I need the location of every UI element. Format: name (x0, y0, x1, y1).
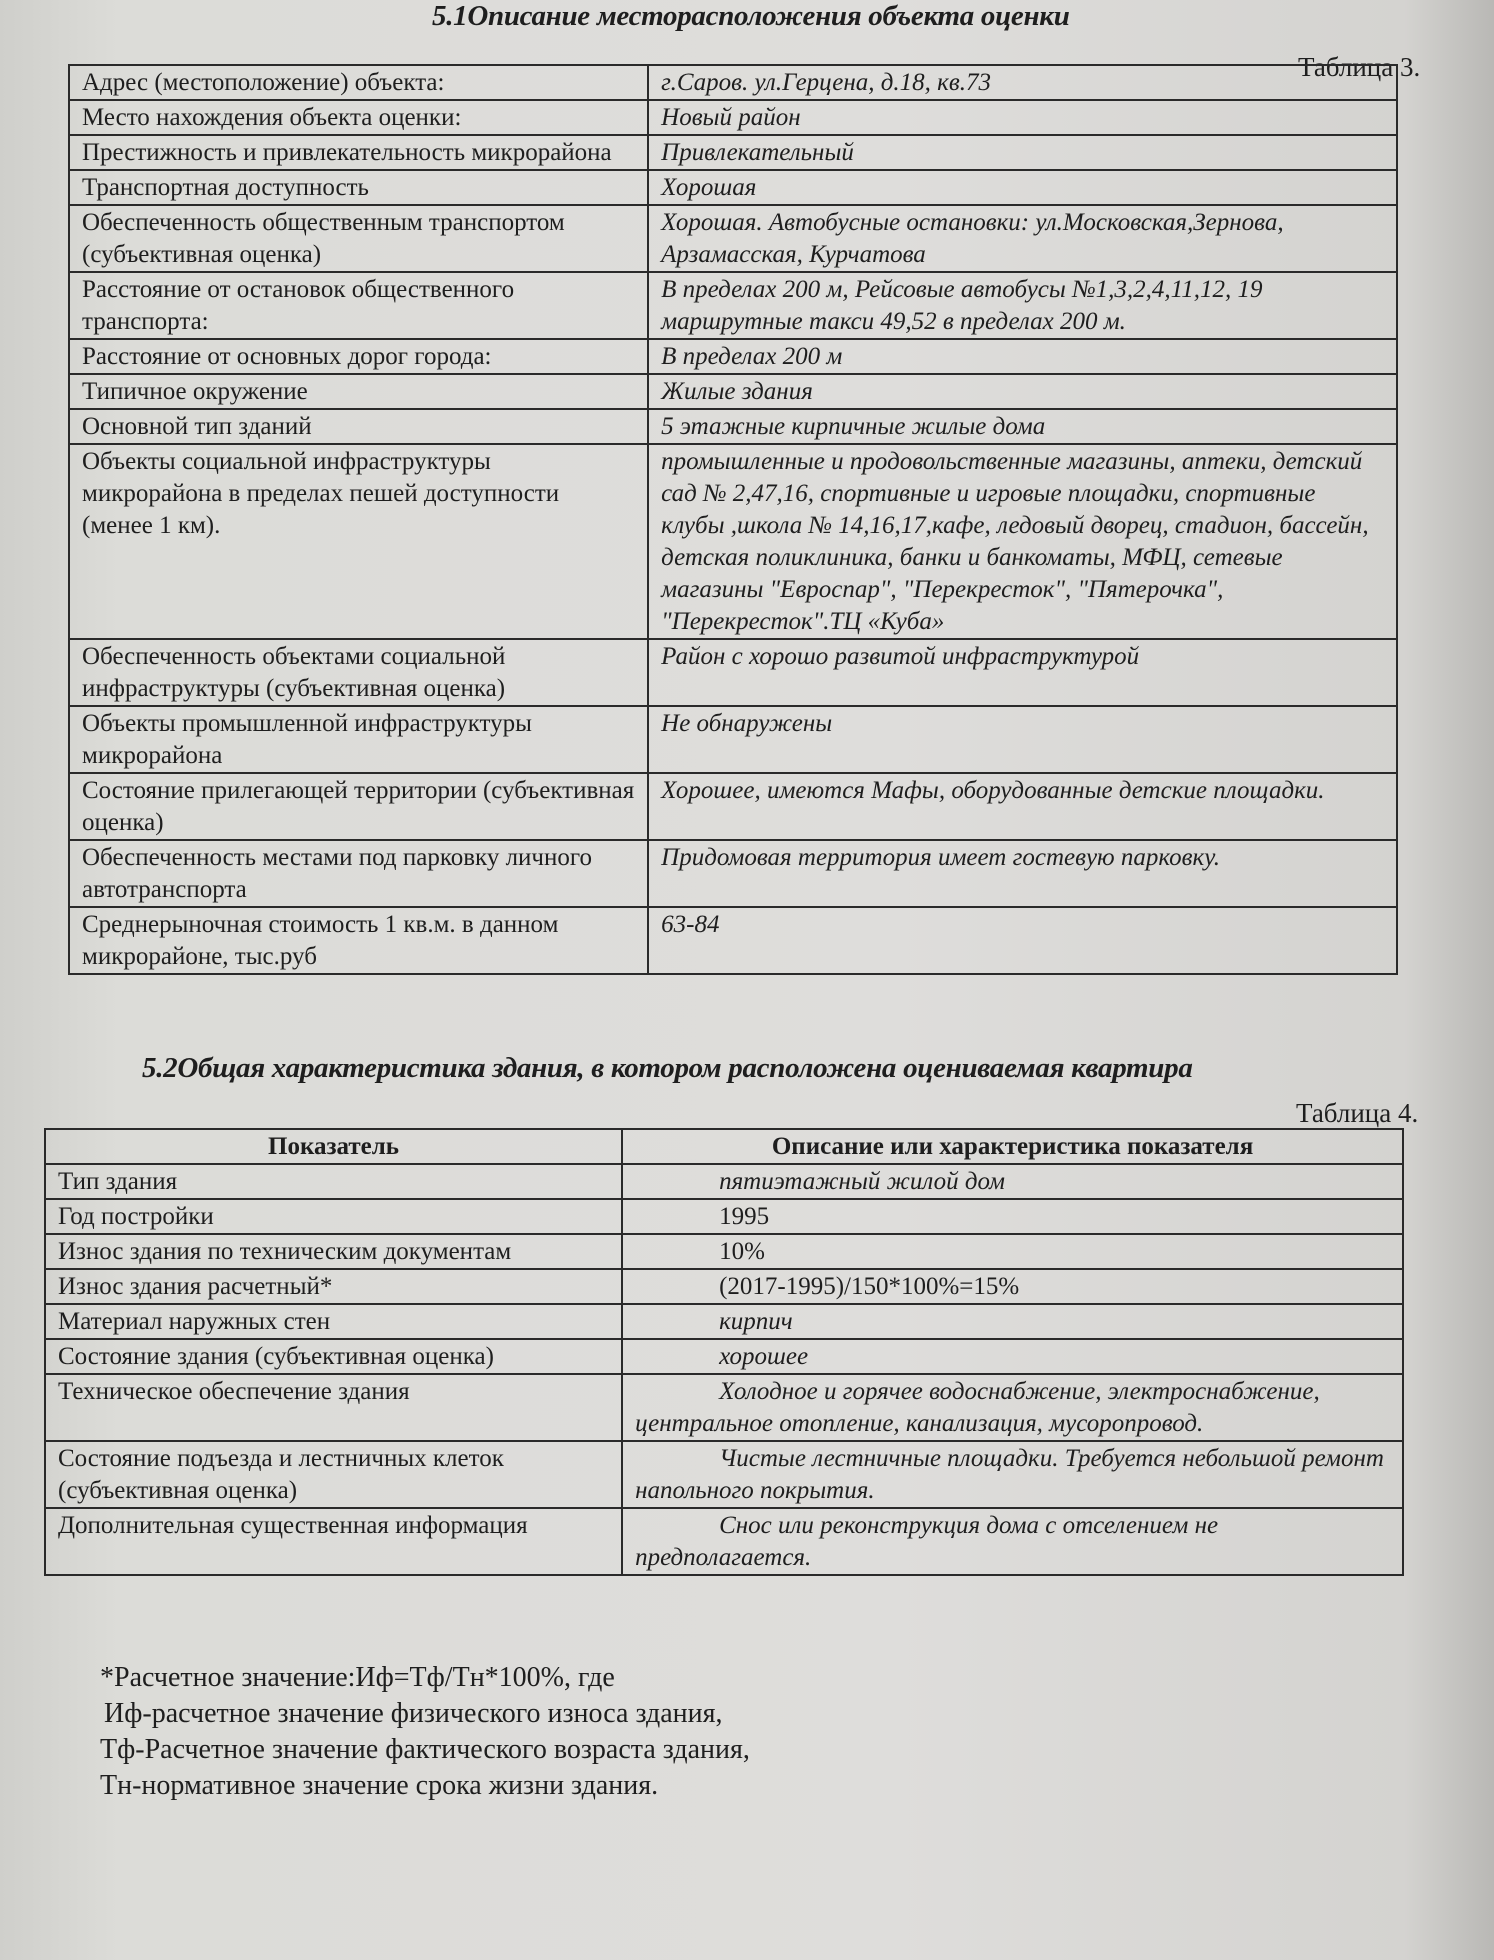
table-row (69, 205, 1397, 272)
row-value: 1995 (622, 1199, 1403, 1234)
row-value: Придомовая территория имеет гостевую парковку. (648, 840, 1397, 907)
row-value: 10% (622, 1234, 1403, 1269)
row-label: Место нахождения объекта оценки: (69, 100, 648, 135)
table-row (45, 1441, 1403, 1508)
row-label: Износ здания по техническим документам (45, 1234, 622, 1269)
footnote-line: Иф-расчетное значение физического износа здания, (104, 1698, 723, 1729)
building-table (44, 1128, 1404, 1576)
row-value: Хорошее, имеются Мафы, оборудованные детские площадки. (648, 773, 1397, 840)
row-value: кирпич (622, 1304, 1403, 1339)
row-label: Материал наружных стен (45, 1304, 622, 1339)
section-title-5-1: 5.1Описание месторасположения объекта оценки (432, 0, 1070, 32)
row-value: Не обнаружены (648, 706, 1397, 773)
row-value: Хорошая. Автобусные остановки: ул.Московская,Зернова, Арзамасская, Курчатова (648, 205, 1397, 272)
row-label: Износ здания расчетный* (45, 1269, 622, 1304)
row-value: Снос или реконструкция дома с отселением не предполагается. (622, 1508, 1403, 1575)
table-row (45, 1234, 1403, 1269)
table-row (45, 1304, 1403, 1339)
row-label: Техническое обеспечение здания (45, 1374, 622, 1441)
row-value: Хорошая (648, 170, 1397, 205)
table-row (69, 773, 1397, 840)
row-value: Привлекательный (648, 135, 1397, 170)
header-description: Описание или характеристика показателя (622, 1129, 1403, 1164)
row-label: Основной тип зданий (69, 409, 648, 444)
row-label: Дополнительная существенная информация (45, 1508, 622, 1575)
row-value: Холодное и горячее водоснабжение, электроснабжение, центральное отопление, канализация, мусоропровод. (622, 1374, 1403, 1441)
table-row (69, 100, 1397, 135)
row-value: промышленные и продовольственные магазины, аптеки, детский сад № 2,47,16, спортивные и игровые площадки, спортивные клубы ,школа № 14,16,17,кафе, ледовый дворец, стадион, бассейн, детская поликлиника, банки и банкоматы, МФЦ, сетевые магазины "Евроспар", "Перекресток", "Пятерочка", "Перекресток".ТЦ «Куба» (648, 444, 1397, 639)
table-row (69, 65, 1397, 100)
table-4-label: Таблица 4. (1296, 1098, 1419, 1128)
table-row (69, 907, 1397, 974)
table-row (69, 170, 1397, 205)
row-value: Район с хорошо развитой инфраструктурой (648, 639, 1397, 706)
row-label: Состояние здания (субъективная оценка) (45, 1339, 622, 1374)
table-row (69, 339, 1397, 374)
footnote-line: *Расчетное значение:Иф=Тф/Тн*100%, где (100, 1662, 615, 1693)
row-label: Транспортная доступность (69, 170, 648, 205)
footnote-line: Тф-Расчетное значение фактического возраста здания, (100, 1734, 750, 1765)
row-label: Адрес (местоположение) объекта: (69, 65, 648, 100)
table-row (69, 374, 1397, 409)
row-label: Тип здания (45, 1164, 622, 1199)
table-row (69, 444, 1397, 639)
footnote-line: Тн-нормативное значение срока жизни здания. (100, 1770, 659, 1801)
table-row (69, 639, 1397, 706)
table-row (69, 272, 1397, 339)
row-value: В пределах 200 м, Рейсовые автобусы №1,3,2,4,11,12, 19 маршрутные такси 49,52 в пределах 200 м. (648, 272, 1397, 339)
row-value: Чистые лестничные площадки. Требуется небольшой ремонт напольного покрытия. (622, 1441, 1403, 1508)
row-label: Обеспеченность местами под парковку личного автотранспорта (69, 840, 648, 907)
row-value: Новый район (648, 100, 1397, 135)
row-value: (2017-1995)/150*100%=15% (622, 1269, 1403, 1304)
row-label: Расстояние от остановок общественного транспорта: (69, 272, 648, 339)
row-label: Среднерыночная стоимость 1 кв.м. в данном микрорайоне, тыс.руб (69, 907, 648, 974)
row-value: 63-84 (648, 907, 1397, 974)
table-row (45, 1339, 1403, 1374)
table-row (45, 1508, 1403, 1575)
table-row (45, 1199, 1403, 1234)
table-row (69, 706, 1397, 773)
row-value: 5 этажные кирпичные жилые дома (648, 409, 1397, 444)
table-row (45, 1374, 1403, 1441)
table-header-row (45, 1129, 1403, 1164)
row-label: Объекты промышленной инфраструктуры микрорайона (69, 706, 648, 773)
row-value: г.Саров. ул.Герцена, д.18, кв.73 (648, 65, 1397, 100)
row-label: Год постройки (45, 1199, 622, 1234)
row-label: Престижность и привлекательность микрорайона (69, 135, 648, 170)
row-label: Обеспеченность объектами социальной инфраструктуры (субъективная оценка) (69, 639, 648, 706)
row-value: В пределах 200 м (648, 339, 1397, 374)
table-row (69, 135, 1397, 170)
row-value: пятиэтажный жилой дом (622, 1164, 1403, 1199)
row-label: Состояние прилегающей территории (субъективная оценка) (69, 773, 648, 840)
row-label: Типичное окружение (69, 374, 648, 409)
header-indicator: Показатель (45, 1129, 622, 1164)
table-3-label: Таблица 3. (1298, 52, 1421, 82)
row-label: Состояние подъезда и лестничных клеток (субъективная оценка) (45, 1441, 622, 1508)
row-label: Расстояние от основных дорог города: (69, 339, 648, 374)
table-row (45, 1164, 1403, 1199)
location-table (68, 64, 1398, 975)
section-title-5-2: 5.2Общая характеристика здания, в котором расположена оцениваемая квартира (142, 1052, 1193, 1084)
row-label: Обеспеченность общественным транспортом (субъективная оценка) (69, 205, 648, 272)
table-row (69, 409, 1397, 444)
table-row (69, 840, 1397, 907)
row-value: хорошее (622, 1339, 1403, 1374)
table-row (45, 1269, 1403, 1304)
row-value: Жилые здания (648, 374, 1397, 409)
row-label: Объекты социальной инфраструктуры микрорайона в пределах пешей доступности (менее 1 км). (69, 444, 648, 639)
